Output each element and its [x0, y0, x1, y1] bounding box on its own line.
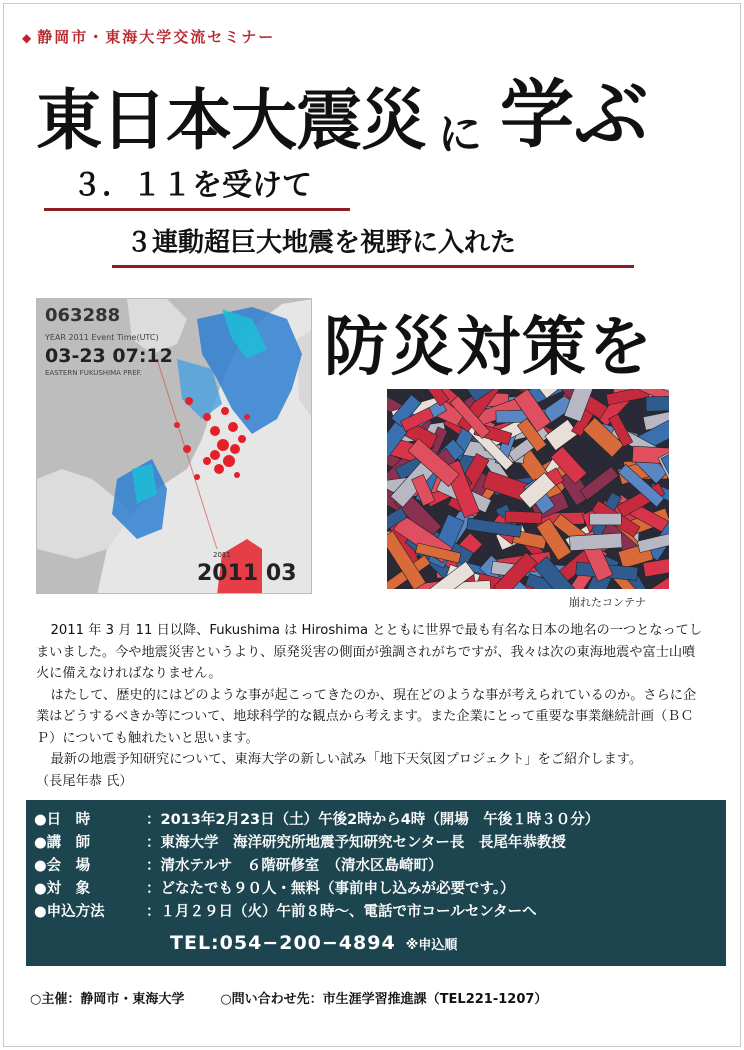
title-part2: に	[438, 109, 482, 160]
footer	[30, 988, 547, 1007]
map-code: 063288	[45, 305, 121, 326]
body-paragraph-2: はたして、歴史的にはどのような事が起こってきたのか、現在どのような事が考えられているのか。さらに企業はどうするべきか等について、地球科学的な観点から考えます。また企業にとって重要な事業継続計画（ＢＣＰ）についても触れたいと思います。	[36, 687, 697, 746]
info-label: ●対 象	[34, 881, 91, 897]
container-shape	[505, 511, 542, 524]
map-time: 03-23 07:12	[45, 345, 173, 367]
container-shape	[646, 395, 669, 412]
event-info-box	[26, 800, 726, 966]
body-paragraph-3: 最新の地震予知研究について、東海大学の新しい試み「地下天気図プロジェクト」をご紹介します。	[50, 752, 643, 767]
map-date: 2011 03	[197, 561, 297, 586]
contact-info: ○問い合わせ先：市生涯学習推進課（TEL221-1207）	[220, 992, 548, 1007]
info-row-datetime	[34, 808, 599, 830]
collapsed-containers-photo	[387, 389, 669, 589]
map-year-line: YEAR 2011 Event Time(UTC)	[45, 333, 159, 342]
organizer: ○主催：静岡市・東海大学	[30, 992, 185, 1007]
kicker-text: 静岡市・東海大学交流セミナー	[37, 28, 276, 46]
main-title	[36, 56, 726, 160]
info-value: ：東海大学 海洋研究所地震予知研究センター長 長尾年恭教授	[146, 835, 566, 851]
map-region: EASTERN FUKUSHIMA PREF.	[45, 369, 142, 377]
container-shape	[590, 513, 622, 525]
containers-graphic	[387, 389, 669, 589]
map-date-small: 2011	[213, 551, 231, 559]
body-paragraph-1: 2011 年 3 月 11 日以降、Fukushima は Hiroshima とともに世界で最も有名な日本の地名の一つとなってしまいました。今や地震災害というより、原発災害の側面が強調されがちですが、我々は次の東海地震や富士山噴火に備えなければなりません。	[36, 623, 703, 681]
subtitle-311: ３．１１を受けて	[44, 160, 350, 211]
info-label: ●申込方法	[34, 904, 105, 920]
info-value: ：2013年2月23日（土）午後2時から4時（開場 午後１時３０分）	[146, 812, 600, 828]
title-part1: 東日本大震災	[36, 82, 426, 159]
subtitle-megaquake: ３連動超巨大地震を視野に入れた	[112, 222, 634, 268]
headline-disaster-measures: 防災対策を	[324, 311, 654, 385]
info-label: ●日 時	[34, 812, 91, 828]
title-part3: 学ぶ	[500, 72, 648, 158]
seismic-map-graphic	[37, 299, 312, 594]
seismic-map-image	[36, 298, 312, 594]
info-value: ：１月２９日（火）午前８時～、電話で市コールセンターへ	[146, 904, 537, 920]
speaker-note: （長尾年恭 氏）	[36, 773, 133, 789]
info-label: ●会 場	[34, 858, 91, 874]
info-label: ●講 師	[34, 835, 91, 851]
info-value: ：どなたでも９０人・無料（事前申し込みが必要です。）	[146, 881, 515, 897]
photo-caption: 崩れたコンテナ	[569, 596, 646, 609]
info-row-lecturer	[34, 831, 566, 853]
info-value: ：清水テルサ ６階研修室 （清水区島崎町）	[146, 858, 443, 874]
phone-number	[170, 932, 457, 954]
body-text	[36, 620, 708, 792]
seminar-kicker	[22, 26, 275, 47]
container-shape	[545, 419, 578, 450]
tel-note: ※申込順	[405, 938, 458, 953]
container-shape	[569, 533, 622, 551]
info-row-audience	[34, 877, 515, 899]
info-row-venue	[34, 854, 443, 876]
diamond-icon: ◆	[22, 31, 34, 45]
info-row-application	[34, 900, 537, 922]
tel-text: TEL:054−200−4894	[170, 932, 396, 954]
